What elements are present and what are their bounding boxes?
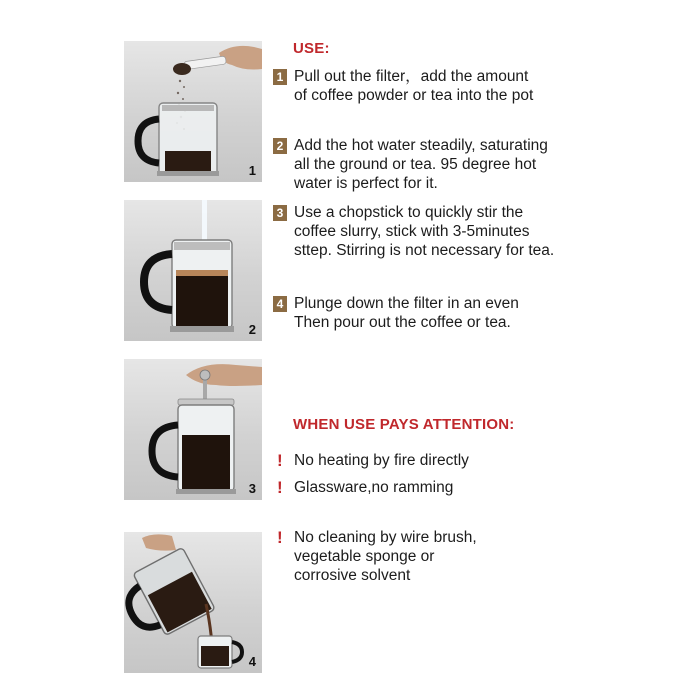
text-line: Plunge down the filter in an even	[294, 295, 519, 312]
text-line: No cleaning by wire brush,	[294, 529, 477, 546]
step-number-badge: 2	[273, 138, 287, 154]
use-heading: USE:	[293, 40, 330, 57]
press-pouring-coffee-image	[124, 532, 262, 673]
step-text	[294, 67, 694, 105]
text-line: Glassware,no ramming	[294, 479, 454, 496]
step-text	[294, 136, 694, 193]
note-text	[294, 528, 694, 585]
illustration-step-1	[124, 41, 262, 182]
step-number-badge: 4	[273, 296, 287, 312]
press-pouring-water-image	[124, 200, 262, 341]
text-line: corrosive solvent	[294, 567, 411, 584]
note-text	[294, 478, 694, 497]
warning-icon: !	[277, 528, 283, 547]
text-line: Use a chopstick to quickly stir the	[294, 204, 524, 221]
text-line: water is perfect for it.	[294, 175, 438, 192]
text-line: of coffee powder or tea into the pot	[294, 87, 534, 104]
illustration-number: 2	[248, 322, 256, 337]
step-number-badge: 1	[273, 69, 287, 85]
illustration-number: 4	[248, 654, 256, 669]
step-number-badge: 3	[273, 205, 287, 221]
text-line: coffee slurry, stick with 3-5minutes	[294, 223, 530, 240]
illustration-step-2	[124, 200, 262, 341]
text-line: all the ground or tea. 95 degree hot	[294, 156, 537, 173]
warning-icon: !	[277, 478, 283, 497]
text-line: Add the hot water steadily, saturating	[294, 137, 548, 154]
text-line: Then pour out the coffee or tea.	[294, 314, 511, 331]
illustration-number: 1	[248, 163, 256, 178]
warning-icon: !	[277, 451, 283, 470]
illustration-number: 3	[248, 481, 256, 496]
step-text	[294, 294, 694, 332]
text-line: sttep. Stirring is not necessary for tea.	[294, 242, 555, 259]
note-text	[294, 451, 694, 470]
press-plunging-filter-image	[124, 359, 262, 500]
attention-heading: WHEN USE PAYS ATTENTION:	[293, 416, 515, 433]
text-line: No heating by fire directly	[294, 452, 469, 469]
press-adding-powder-image	[124, 41, 262, 182]
step-text	[294, 203, 694, 260]
illustration-step-4	[124, 532, 262, 673]
text-line: Pull out the filter，add the amount	[294, 68, 529, 85]
text-line: vegetable sponge or	[294, 548, 435, 565]
illustration-step-3	[124, 359, 262, 500]
